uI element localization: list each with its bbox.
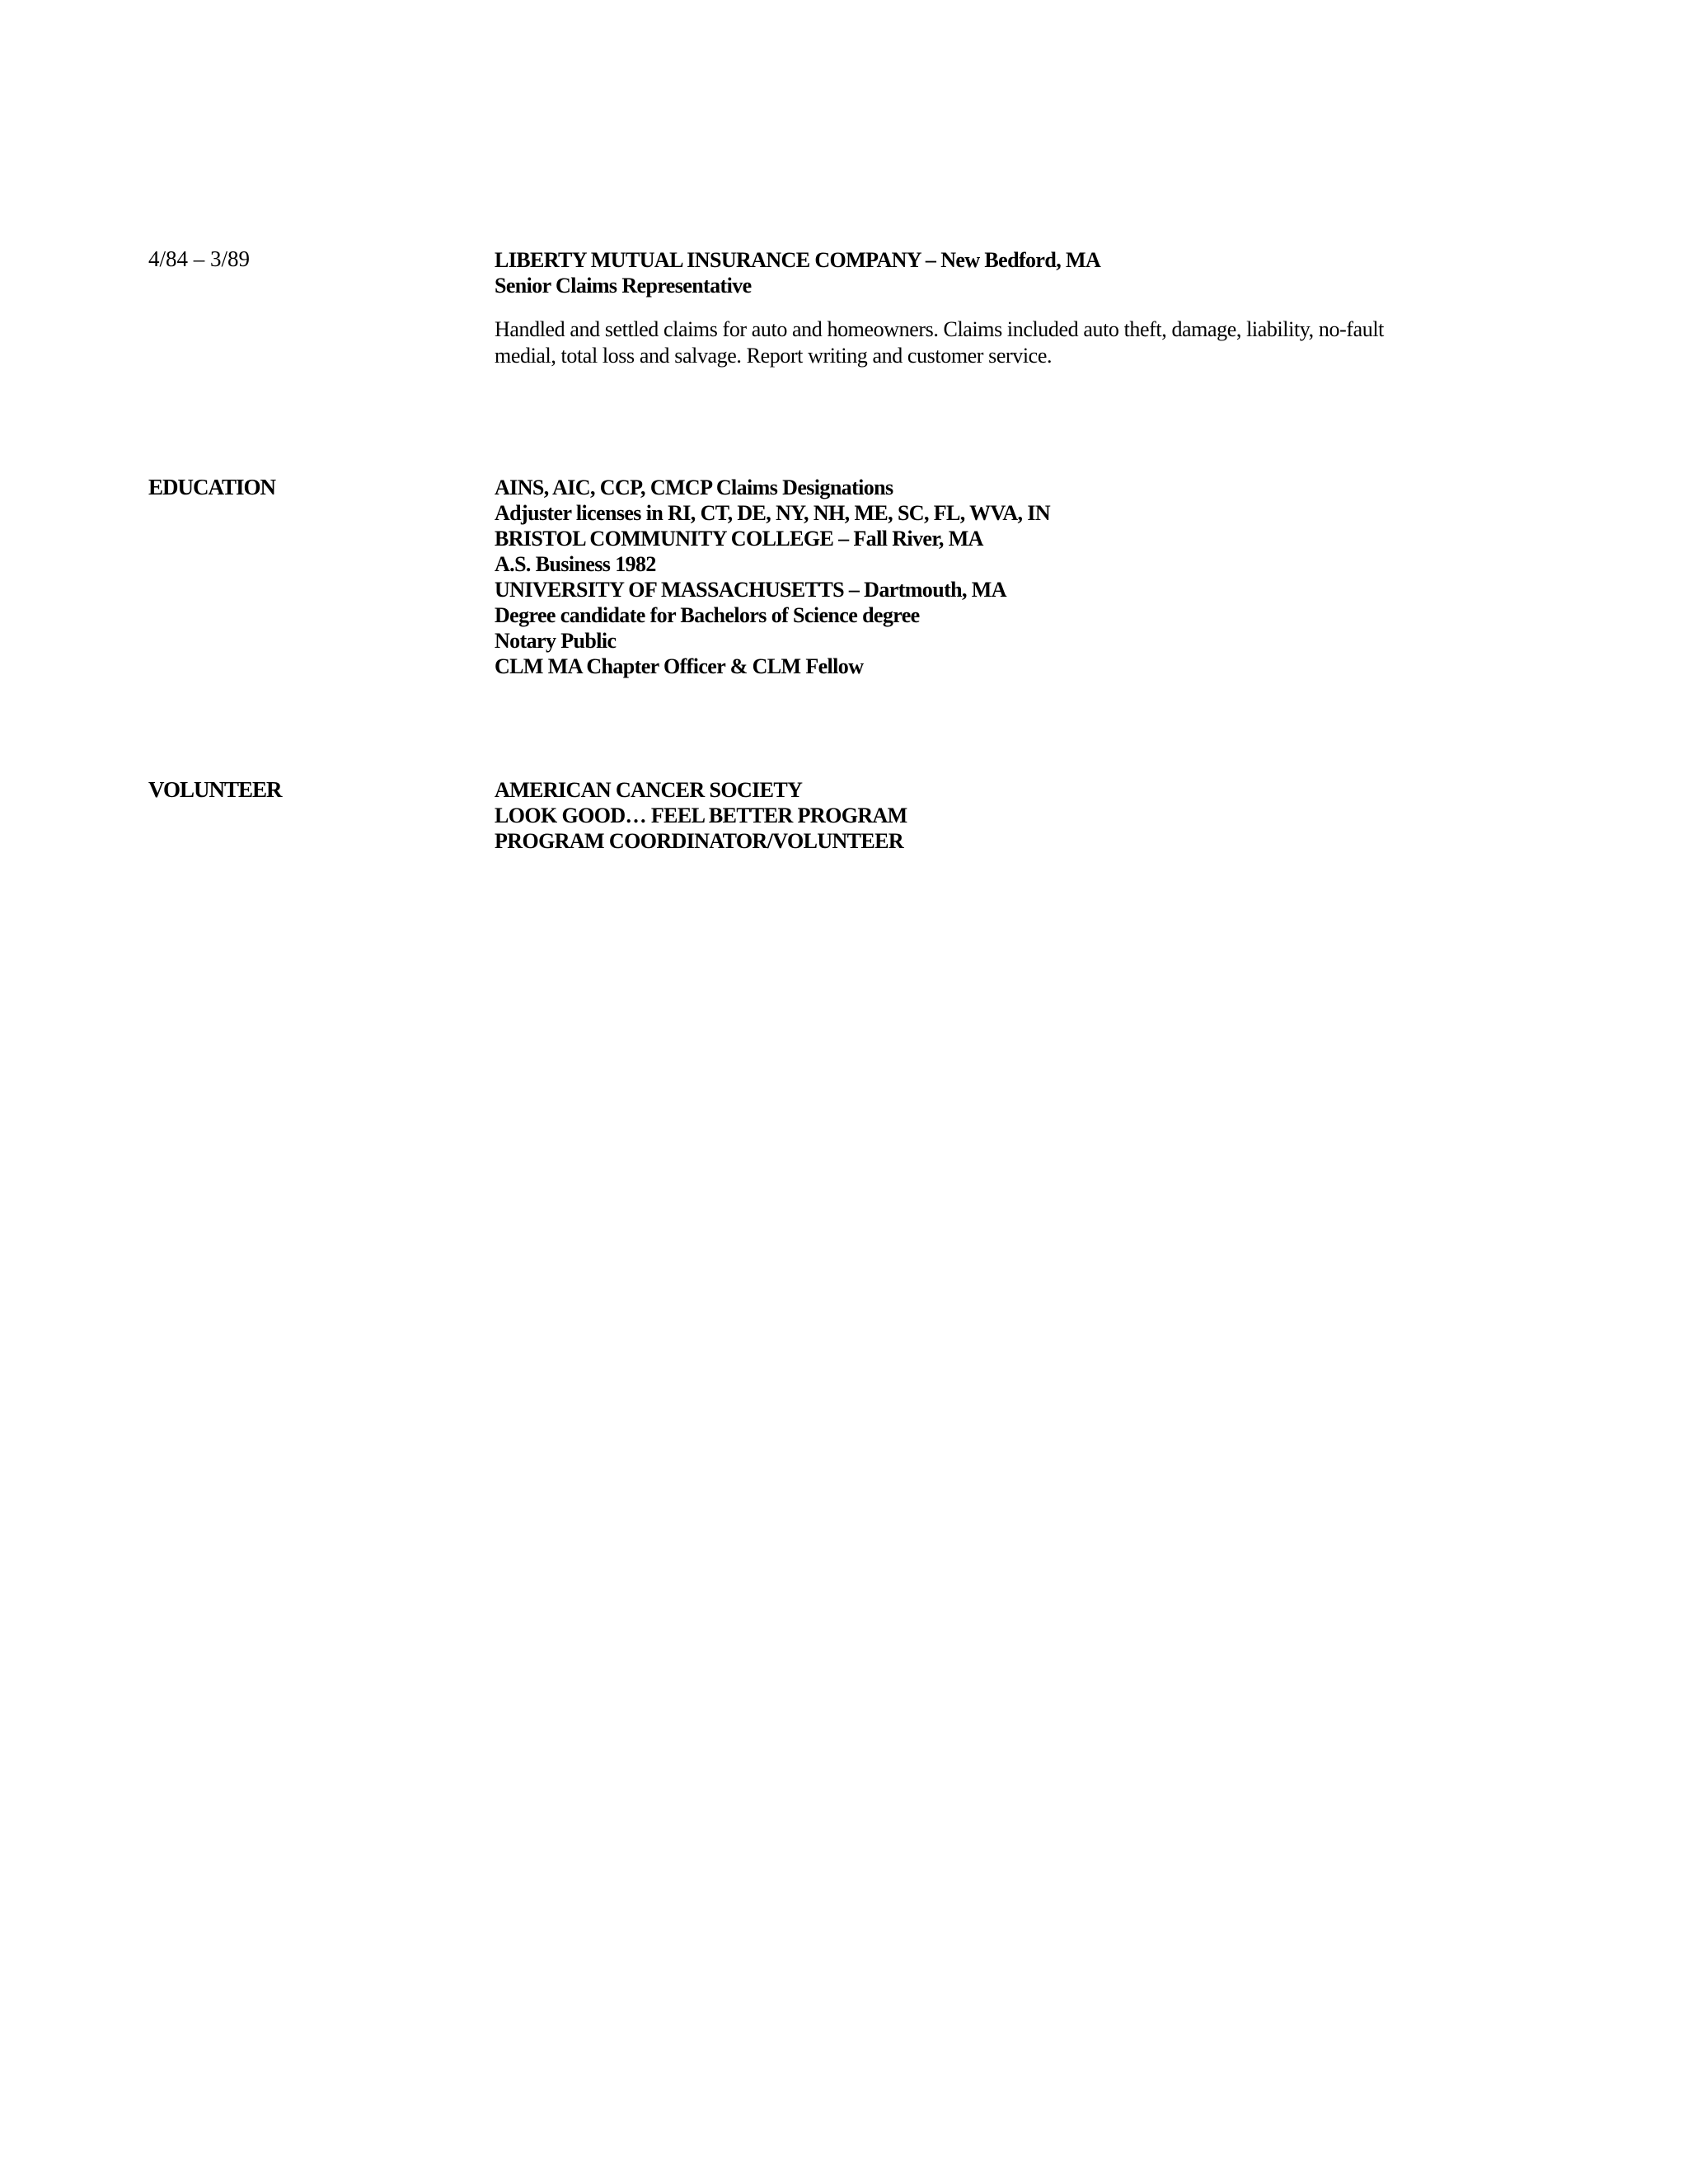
volunteer-section (495, 777, 1566, 854)
education-line: Notary Public (495, 629, 617, 653)
job-description (495, 316, 1566, 369)
education-line: CLM MA Chapter Officer & CLM Fellow (495, 654, 864, 678)
job-title: Senior Claims Representative (495, 274, 752, 298)
education-line: BRISTOL COMMUNITY COLLEGE – Fall River, MA (495, 527, 983, 551)
employment-date-range: 4/84 – 3/89 (148, 246, 251, 271)
education-line: A.S. Business 1982 (495, 552, 656, 576)
education-heading: EDUCATION (148, 475, 276, 499)
volunteer-line: AMERICAN CANCER SOCIETY (495, 778, 803, 802)
education-line: AINS, AIC, CCP, CMCP Claims Designations (495, 476, 893, 499)
education-line: Adjuster licenses in RI, CT, DE, NY, NH, ME, SC, FL, WVA, IN (495, 501, 1051, 525)
employment-entry (495, 247, 1566, 369)
education-line: UNIVERSITY OF MASSACHUSETTS – Dartmouth, MA (495, 578, 1006, 602)
volunteer-line: LOOK GOOD… FEEL BETTER PROGRAM (495, 804, 907, 827)
employer-line: LIBERTY MUTUAL INSURANCE COMPANY – New Bedford, MA (495, 248, 1101, 272)
job-description-line: medial, total loss and salvage. Report writing and customer service. (495, 344, 1053, 368)
education-section (495, 475, 1566, 679)
education-line: Degree candidate for Bachelors of Science degree (495, 603, 920, 627)
volunteer-line: PROGRAM COORDINATOR/VOLUNTEER (495, 829, 904, 853)
job-description-line: Handled and settled claims for auto and homeowners. Claims included auto theft, damage, liability, no-fault (495, 317, 1384, 341)
volunteer-heading: VOLUNTEER (148, 777, 282, 802)
